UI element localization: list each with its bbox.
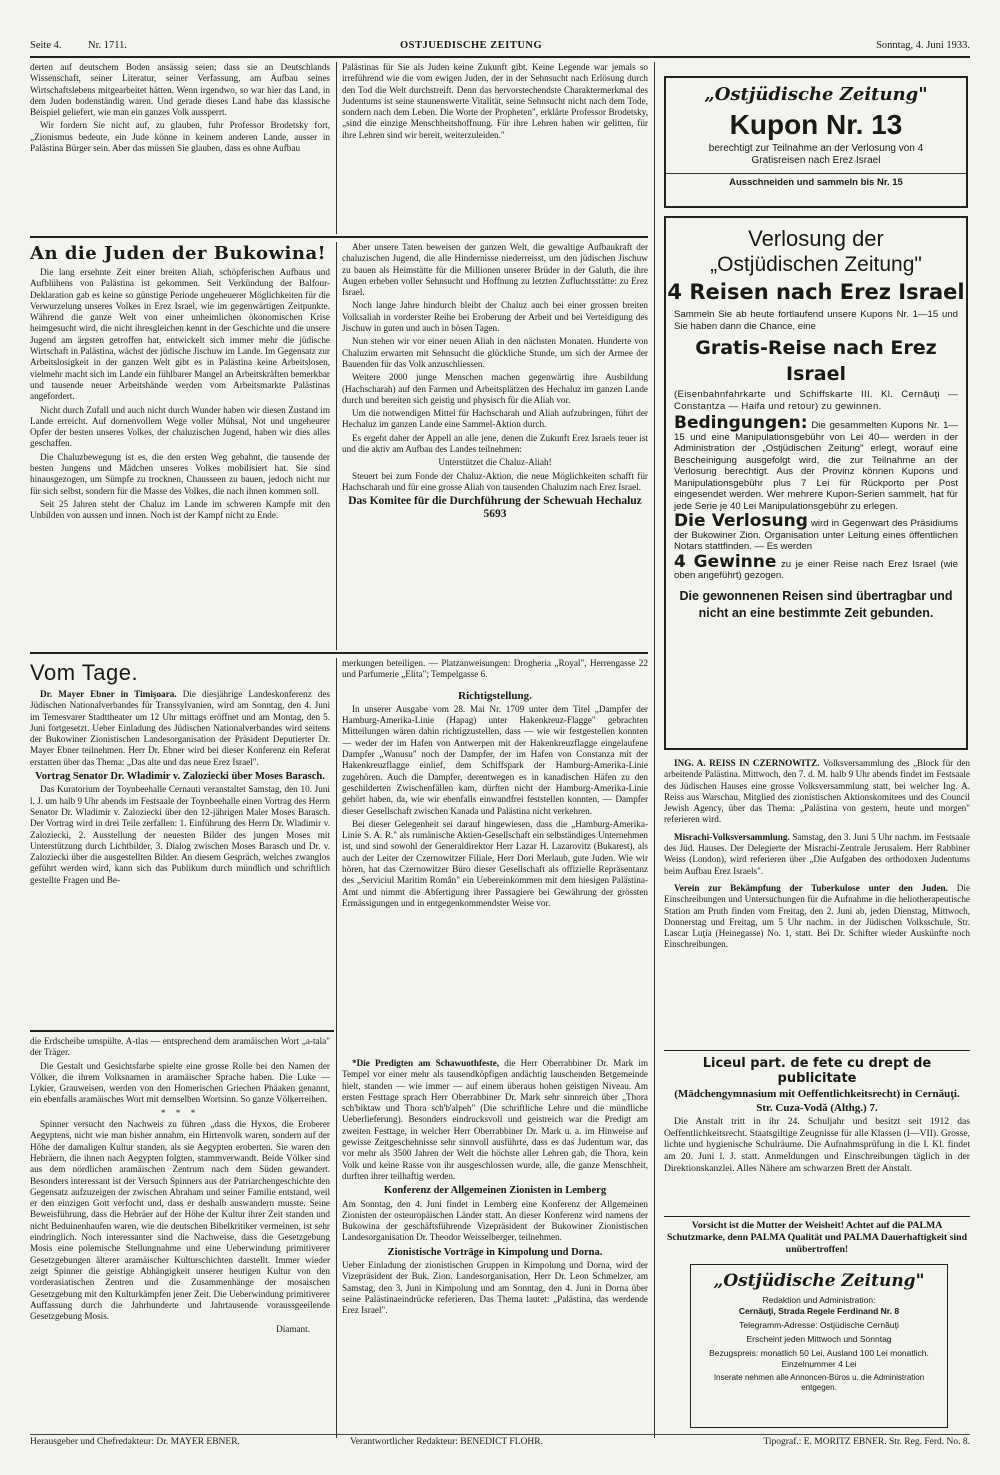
news-continued: merkungen beteiligen. — Platzanweisungen: Drogheria „Royal", Herrengasse 22 und Parfumerie „Elita"; Tempelgasse 6.	[342, 658, 648, 680]
correction-heading: Richtigstellung.	[458, 689, 532, 702]
appeal-slogan: Unterstützet die Chaluz-Aliah!	[438, 457, 552, 468]
school-advertisement	[664, 1054, 970, 1214]
coupon-masthead: „Ostjüdische Zeitung"	[704, 84, 928, 105]
author-signature: Diamant.	[276, 1324, 310, 1335]
news-title: Verein zur Bekämpfung der Tuberkulose unter den Juden.	[674, 882, 948, 893]
column-divider	[336, 242, 337, 650]
vom-tage-col1	[30, 658, 330, 1028]
appeal-signature: Das Komitee für die Durchführung der Schewuah Hechaluz 5693	[348, 495, 642, 521]
section-divider	[30, 652, 648, 654]
imprint-line: Redaktion und Administration:	[762, 1295, 876, 1305]
news-text: Die diesjährige Landeskonferenz des Jüdischen Nationalverbandes für Transsylvanien, wird am Sonntag, den 4. Juni im Temesvarer Stadttheater um 12 Uhr mittags eröffnet und am Montag, den 5. Juni fortgesetzt. Ueber Einladung des Jüdischen Nationalverbandes wird seitens der Bukowiner Zionistischen Landesorganisation der Präsident Deputierter Dr. Mayer Ebner teilnehmen. Herr Dr. Ebner wird bei dieser Konferenz ein Referat erstatten über das Thema: „Das alte und das neue Erez Israel".	[30, 689, 330, 767]
lottery-intro: Sammeln Sie ab heute fortlaufend unsere Kupons Nr. 1—15 und Sie haben dann die Chance, eine	[674, 309, 958, 332]
vom-tage-heading: Vom Tage.	[30, 660, 139, 685]
bukowina-appeal-col1	[30, 242, 330, 650]
paragraph: Um die notwendigen Mittel für Hachscharah und Aliah aufzubringen, führt der Hechaluz im ganzen Lande eine Sammel-Aktion durch.	[342, 408, 648, 430]
column-divider	[654, 62, 655, 1438]
paragraph: die Erdscheibe umspülte. A-tlas — entsprechend dem aramäischen Wort „a-tala" der Träger.	[30, 1036, 330, 1058]
coupon-text: berechtigt zur Teilnahme an der Verlosung von 4 Gratisreisen nach Erez Israel	[708, 143, 924, 166]
lottery-conditions	[666, 414, 966, 514]
lottery-title-2: „Ostjüdischen Zeitung"	[710, 253, 922, 276]
lottery-gratis: Gratis-Reise nach Erez Israel	[695, 337, 937, 385]
issue-number: Nr. 1711.	[88, 40, 127, 51]
paragraph: Die lang ersehnte Zeit einer breiten Aliah, schöpferischen Aufbaus und Aufblühens von Palästina ist gekommen. Seit Verkündung der Balfour-Deklaration gab es keine so günstige Periode ungeheuerer Möglichkeiten für die Verwurzelung unseres Volkes in Erez Israel, wie im gegenwärtigen Zeitpunkte. Während die ganze Welt von einer unheimlichen ökonomischen Krise heimgesucht wird, die nicht ihresgleichen kennt in der Geschichte und die unsere Jugend am ärgsten getroffen hat, entwickelt sich immer mehr die jüdische Wirtschaft in Palästina, wächst der jüdische Jischuw im Lande. Im Gegensatz zur Arbeitslosigkeit in der ganzen Welt gibt es in Palästina keine Arbeitslosen, vielmehr macht sich im Lande ein fühlbarer Mangel an Arbeitskräften bemerkbar und tausende neuer Arbeitshände werden vom Arbeitsmarkte Palästinas angefordert.	[30, 267, 330, 402]
paragraph: Es ergeht daher der Appell an alle jene, denen die Zukunft Erez Israels teuer ist und die aktiv am Aufbau des Landes teilnehmen:	[342, 432, 648, 455]
local-news-col2	[342, 1058, 648, 1430]
lottery-drawing	[666, 511, 966, 555]
imprint-line: Bezugspreis: monatlich 50 Lei, Ausland 100 Lei monatlich. Einzelnummer 4 Lei	[709, 1348, 929, 1369]
separator-stars: * * *	[160, 1107, 200, 1118]
news-title: Vortrag Senator Dr. Wladimir v. Zaloziecki über Moses Barasch.	[35, 771, 325, 783]
paragraph: Aber unsere Taten beweisen der ganzen Welt, die gewaltige Aufbaukraft der chaluzischen Jugend, die alle Hindernisse niederreisst, um den jüdischen Jischuw zu bauen als Heimstätte für die Millionen unserer Brüder in der Galuth, die ihre Augen erheben voller Sehnsucht und Hoffnung zu letzten Zufluchtsstätte: zu Erez Israel.	[342, 242, 648, 298]
paragraph: Die Chaluzbewegung ist es, die den ersten Weg gebahnt, die tausende der besten Jungens und Mädchen unseres Volkes mobilisiert hat. Sie sind hinausgezogen, um Sümpfe zu trocknen, Chausseen zu bauen, jedoch nicht nur für sich selbst, sondern für die Masse des Volkes, die nach ihnen kommen soll.	[30, 451, 330, 496]
paragraph: Seit 25 Jahren steht der Chaluz im Lande im schweren Kampfe mit den Unbilden von aussen und innen. Noch ist der Kampf nicht zu Ende.	[30, 498, 330, 521]
correction-text: In unserer Ausgabe vom 28. Mai Nr. 1709 unter dem Titel „Dampfer der Hamburg-Amerika-Linie (Hapag) unter Hakenkreuz-Flagge" gebrachten Mitteilungen wären dahin richtigzustellen, dass — wie wir festgestellen konnten — weder der im Hafen von Antwerpen mit der Hakenkreuzflagge eingelaufene Dampfer „Wanusu" noch der Dampfer, der im Hafen von Constanza mit der Hakenkreuzflagge einlief, dem Schiffspark der Hamburg-Amerika-Linie zugehören. Auch die Dampfer, derentwegen es in kanadischen Häfen zu den geschilderten Zwischenfällen kam, dürften nicht der Hamburg-Amerika-Linie gehört haben, da, wie wir ebenfalls einwandfrei feststellen konnten, — Dampfer dieser Gesellschaft zwischen Kanada und Palästina nicht verkehren.	[342, 703, 648, 816]
printer-credit: Tipograf.: E. MORITZ EBNER. Str. Reg. Ferd. No. 8.	[763, 1437, 970, 1447]
imprint-masthead: „Ostjüdische Zeitung"	[713, 1271, 925, 1291]
coupon-number: Kupon Nr. 13	[729, 109, 903, 140]
column-divider	[336, 658, 337, 1438]
prizes-text: zu je einer Reise nach Erez Israel (wie oben angeführt) gezogen.	[674, 558, 959, 581]
article-continuation-col1	[30, 62, 330, 234]
paragraph: derten auf deutschem Boden ansässig seien; dass sie an Deutschlands Wissenschaft, seiner Literatur, seiner Verfassung, am Aufbau seines Wirtschaftslebens mitgearbeitet hätten. Wenn irgendwo, so war hier das Land, in dem Juden bodenständig waren. Und gerade dieses Land habe das klassische Beispiel geliefert, wie man ein ganzes Volk aussperrt.	[30, 62, 330, 118]
article-continuation-col2	[342, 62, 648, 234]
paragraph: Palästinas für Sie als Juden keine Zukunft gibt. Keine Legende war jemals so irreführend wie die vom ewigen Juden, der in der Sehnsucht nach Erlösung durch den Tod die Welt durchstreift. Denn das hervorstechendste Charaktermerkmal des Judentums ist seine staunenswerte Vitalität, seine Sehnsucht nicht nach dem Tode, sondern nach dem Leben. Die Worte der Propheten", erklärte Professor Brodetsky, „sind die einzige Menschheitshoffnung. Für ihre Lehren haben wir gelitten, für ihre Lehren sind wir bereit, weiterzuleiden."	[342, 62, 648, 140]
publisher-credit: Herausgeber und Chefredakteur: Dr. MAYER EBNER.	[30, 1437, 240, 1447]
section-divider	[664, 1216, 970, 1217]
news-title: Misrachi-Volksversammlung.	[674, 831, 790, 842]
school-title: Liceul part. de fete cu drept de publicitate	[702, 1056, 932, 1086]
newspaper-page	[30, 32, 970, 1447]
masthead-title: OSTJUEDISCHE ZEITUNG	[400, 40, 543, 51]
drawing-text: wird in Gegenwart des Präsidiums der Bukowiner Zion. Organisation unter Leitung eines öffentlichen Notars stattfinden. — Es werden	[674, 518, 958, 552]
school-subtitle: (Mädchengymnasium mit Oeffentlichkeitsrecht) in Cernăuţi.	[674, 1088, 960, 1100]
coupon-box	[664, 76, 968, 208]
bukowina-heading: An die Juden der Bukowina!	[30, 243, 327, 264]
conditions-text: Die gesammelten Kupons Nr. 1—15 und eine Manipulationsgebühr von Lei 40— werden in der Administration der „Ostjüdischen Zeitung" erlegt, worauf eine Bescheinigung ausgefolgt wird, die zur Teilnahme an der Verlosung berechtigt. Aus der Provinz können Kupons und Manipulationsgebühr plus 7 Lei für Rückporto per Post eingesendet werden. Wer mehrere Kupon-Serien sammelt, hat für jede Serie je 40 Lei Manipulationsgebühr zu erlegen.	[674, 420, 958, 512]
news-title: *Die Predigten am Schawuothfeste,	[352, 1058, 500, 1068]
coupon-footer: Ausschneiden und sammeln bis Nr. 15	[666, 173, 966, 188]
section-divider	[30, 236, 648, 238]
imprint-line: Cernăuţi, Strada Regele Ferdinand Nr. 8	[738, 1306, 900, 1316]
paragraph: Weitere 2000 junge Menschen machen gegenwärtig ihre Ausbildung (Hachscharah) auf den Farmen und Arbeitsplätzen des Hechaluz im ganzen Lande durch und bereiten sich geistig und physisch für die Aliah vor.	[342, 372, 648, 405]
paragraph: Nicht durch Zufall und auch nicht durch Wunder haben wir diesen Zustand im Lande erreicht. Auf dornenvollem Wege voller Mühsal, Not und ungeheurer Opfer der besten unseres Volkes, der chaluzischen Jugend, haben wir dies alles geschaffen.	[30, 404, 330, 449]
news-title: Zionistische Vorträge in Kimpolung und Dorna.	[387, 1246, 603, 1258]
lottery-box	[664, 216, 968, 750]
lottery-prizes	[666, 551, 966, 584]
news-text: Am Sonntag, den 4. Juni findet in Lemberg eine Konferenz der Allgemeinen Zionisten der osteuropäischen Länder statt. An dieser Konferenz wird namens der Bukowina der geschäftsführende Vizepräsident der Bukowiner Zionistischen Landesorganisation Dr. Theodor Weisselberger, teilnehmen.	[342, 1198, 648, 1243]
prizes-label: 4 Gewinne	[674, 551, 777, 572]
section-divider	[664, 1050, 970, 1051]
imprint-line: Inserate nehmen alle Annoncen-Büros u. die Administration entgegen.	[713, 1373, 925, 1392]
issue-date: Sonntag, 4. Juni 1933.	[876, 40, 970, 51]
lottery-title-1: Verlosung der	[748, 226, 884, 251]
news-text: Das Kuratorium der Toynbeehalle Cernauti veranstaltet Samstag, den 10. Juni l. J. um halb 9 Uhr abends im Festsaale der Toynbeehalle einen Vortrag des Herrn Senator Dr. Wladimir v. Zaloziecki über den 12-jährigen Maler Moses Barasch. Der Vortrag wird in drei Teile zerfallen: 1. Einführung des Herrn Dr. Wladimir v. Zaloziecki, 2. Ausstellung der neuesten Bilder des jungen Moses mit Unterstützung durch Lichtbilder, 3. Dialog zwischen Moses Barasch und Dr. v. Zaloziecki über die ausgestellten Bilder. An diesem Gespräch, welches zwanglos geführt werden wird, kann sich das Publikum durch mündlich und schriftlich gestellte Fragen und Be-	[30, 784, 330, 885]
conditions-label: Bedingungen:	[674, 413, 808, 433]
page-footer	[30, 1434, 970, 1449]
column-divider	[336, 62, 337, 234]
lottery-final: Die gewonnenen Reisen sind übertragbar und nicht an eine bestimmte Zeit gebunden.	[679, 588, 953, 620]
paragraph: Spinner versucht den Nachweis zu führen „dass die Hyxos, die Eroberer Aegyptens, nicht wie man bisher annahm, ein Hirtenvolk waren, sondern auf der Höhe der damaligen Kultur standen, als sie Aegypten eroberten. Sie waren den Hebräern, die ihnen nach Aegypten folgten, stammverwandt. Beide Völker sind aus dem nördlichen aramäischen Zentrum nach dem Süden gewandert. Besonders interessant ist der Versuch Spinners aus der Patriarchengeschichte den Gegensatz aufzuzeigen der zwischen Abraham und seiner Familie entstand, weil er den einzigen Gott verfocht und, dass er deshalb auswandern musste. Seine Beweisführung, dass die Hebräer auf der Höhe der Kultur ihrer Zeit standen und nicht Beduinenhaufen waren, wie die deutschen Bibelkritiker vermeinen, ist sehr eindringlich. Noch interessanter sind die Nachweise, dass die Gesetzgebung Mosis eine polemische Stellungnahme und eine Ueberwindung primitiverer Gesetzgebungen älterer aramäischer Kulturschichten darstellt. Immer wieder zeigt Spinner die geistige Abhängigkeit unserer heutigen Kultur von den vorderasiatischen Zentren und die Zusammenhänge der mosaischen Gesetzgebung mit den Kulturkämpfen jener Zeit. Die Ueberwindung primitiverer Auffassung durch die Jahrhunderte und Jahrtausende voraussgeeilende Gesetzgebung Mosis.	[30, 1119, 330, 1322]
news-text: die Herr Oberrabbiner Dr. Mark im Tempel vor einer mehr als tausendköpfigen andächtig lauschenden Betgemeinde hielt, standen — wie immer — auf einem überaus hohen geistigen Niveau. Am ersten Festtage sprach Herr Oberrabbiner Dr. Mark sehr sinnreich über „Thora sch'biktaw und Thora sch'b'alpeh" (Die schriftliche Lehre und die mündliche Ueberlieferung). Besonders eindrucksvoll und geistreich war die Predigt am zweiten Festtage, in welcher Herr Oberrabbiner Dr. Mark u. a. im Hinweise auf gewisse Zeitgeschehnisse sehr sinnvoll ausführte, dass es das Judentum war, das vor mehr als 3500 Jahren der Welt die höchste aller Lehren gab, die Thora, kein Volk und keine Rasse von ihr ausgeschlossen wurde, alle, die ganze Menschheit, durften ihrer teilhaftig werden.	[342, 1058, 648, 1181]
paragraph: Steuert bei zum Fonde der Chaluz-Aktion, die neue Möglichkeiten schafft für Hachscharah und für eine grosse Aliah von tausenden Chaluzim nach Erez Israel.	[342, 470, 648, 492]
news-text: Samstag, den 3. Juni 5 Uhr nachm. im Festsaale des Jüd. Hauses. Der Delegierte der Misrachi-Zentrale Jerusalem. Herr Rabbiner Weiss (London), wird referieren über „Die Aufgaben des orthodoxen Judentums beim Aufbau Erez Israels".	[664, 831, 970, 876]
imprint-line: Telegramm-Adresse: Ostjüdische Cernăuţi	[739, 1320, 899, 1330]
paragraph: Noch lange Jahre hindurch bleibt der Chaluz auch bei einer grossen breiten Volksaliah in vorderster Reihe bei Eroberung der Arbeit und bei Verteidigung des Jischuw in guten und auch in bösen Tagen.	[342, 300, 648, 334]
imprint-box	[690, 1264, 948, 1428]
imprint-line: Erscheint jeden Mittwoch und Sonntag	[746, 1334, 892, 1344]
palma-text: Vorsicht ist die Mutter der Weisheit! Achtet auf die PALMA Schutzmarke, denn PALMA Qualität und PALMA Dauerhaftigkeit sind unübertroffen!	[666, 1220, 968, 1255]
paragraph: Die Gestalt und Gesichtsfarbe spielte eine grosse Rolle bei den Namen der Völker, die ihrem Volksnamen in aramäischer Sprache haben. Die Luke — Lykier, Grauweisen, werden von den Homerischen Griechen Phäaken genannt, ein ebenfalls aramäisches Wort mit demselben Wortsinn. So ganze Völkerreihen.	[30, 1060, 330, 1105]
page-number: Seite 4.	[30, 40, 62, 51]
school-text: Die Anstalt tritt in ihr 24. Schuljahr und besitzt seit 1912 das Oeffentlichkeitsrecht. Staatsgiltige Zeugnisse für alle Klassen (I—VII). Grosse, lichte und hygienische Schulräume. Die Aufnahmsprüfung in die I. Kl. findet am 20. Juni l. J. statt. Anmeldungen und Einschreibungen täglich in der Direktionskanzlei. Alles Nähere am schwarzen Brett der Anstalt.	[664, 1116, 970, 1174]
news-title: Dr. Mayer Ebner in Timişoara.	[40, 689, 177, 699]
page-header	[30, 32, 970, 58]
paragraph: Wir fordern Sie nicht auf, zu glauben, fuhr Professor Brodetsky fort, „Zionismus bedeute, ein Jude könne in keinem anderen Lande, ausser in Palästina Bürger sein. Aber das müssen Sie glauben, dass es ohne Aufbau	[30, 120, 330, 154]
news-title: Konferenz der Allgemeinen Zionisten in Lemberg	[383, 1185, 607, 1197]
correction-text: Bei dieser Gelegenheit sei darauf hingewiesen, dass die „Hamburg-Amerika-Linie S. A. R." als rumänische Aktien-Gesellschaft ein selbständiges Unternehmen ist, und sind sowohl der Generaldirektor Herr Lazar H. Lazarovitz (Bukarest), als auch der Leiter der Czernowitzer Filiale, Herr Dori Merlaub, gute Juden. Wie wir hören, hat das Czernowitzer Büro dieser Gesellschaft als offizielle Repräsentanz des „Serviciul Maritim Român" ein Uebereinkommen mit dem hiesigen Palästina-Amt und nimmt die Abfertigung ihrer Passagiere bei Gewährung der grössten Ermässigungen und in entgegenkommendster Weise vor.	[342, 818, 648, 908]
section-divider	[30, 1030, 334, 1032]
editor-credit: Verantwortlicher Redakteur: BENEDICT FLOHR.	[350, 1437, 543, 1447]
vom-tage-col2	[342, 658, 648, 1056]
drawing-label: Die Verlosung	[674, 511, 808, 531]
news-text: Volksversammlung des „Block für den arbeitende Palästina. Mittwoch, den 7. d. M. halb 9 Uhr abends findet im Festsaale des Jüdischen Hauses eine grosse Volksversammlung statt, bei welcher Ing. A. Reiss aus Warschau, Mitglied des zionistischen Aktionskomitees und des Council Jewish Agency, über das Thema: „Palästina von gestern, heute und morgen" referieren wird.	[664, 758, 970, 825]
palma-advertisement	[664, 1220, 970, 1260]
lottery-route: (Eisenbahnfahrkarte und Schiffskarte III. Kl. Cernăuţi — Constantza — Haifa und retour) zu gewinnen.	[674, 389, 958, 412]
news-text: Die Einschreibungen und Untersuchungen für die Aufnahme in die heliotherapeutische Station am Pruth finden vom Freitag, den 2. Juni ab, jeden Dienstag, Mittwoch, Donnerstag und Freitag, um 5 Uhr nachm. in der Jüdischen Volksschule, Str. Lascar Luţia (Heinegasse) No. 1, statt. Bei Dr. Schifter wieder Auskünfte noch Einschreibungen.	[664, 882, 970, 950]
school-address: Str. Cuza-Vodă (Althg.) 7.	[756, 1102, 878, 1114]
local-news-col3	[664, 758, 970, 1048]
news-title: ING. A. REISS IN CZERNOWITZ.	[674, 758, 820, 768]
lottery-title-3: 4 Reisen nach Erez Israel	[667, 280, 965, 304]
bukowina-appeal-col2	[342, 242, 648, 650]
paragraph: Nun stehen wir vor einer neuen Aliah in den nächsten Monaten. Hunderte von Chaluzim erwarten mit Sehnsucht die glückliche Stunde, um sich der Armee der Bauenden für das Volk anzuschliessen.	[342, 336, 648, 369]
news-text: Ueber Einladung der zionistischen Gruppen in Kimpolung und Dorna, wird der Vizepräsident der Buk. Zion. Landesorganisation, Herr Dr. Leon Schmelzer, am Samstag, den 3. Juni in Kimpolung und am Sonntag, den 4. Juni in Dorna über seine Palästinaeindrücke referieren. Das Thema lautet: „Palästina, das werdende Erez Israel".	[342, 1260, 648, 1316]
book-review-col1	[30, 1036, 330, 1430]
